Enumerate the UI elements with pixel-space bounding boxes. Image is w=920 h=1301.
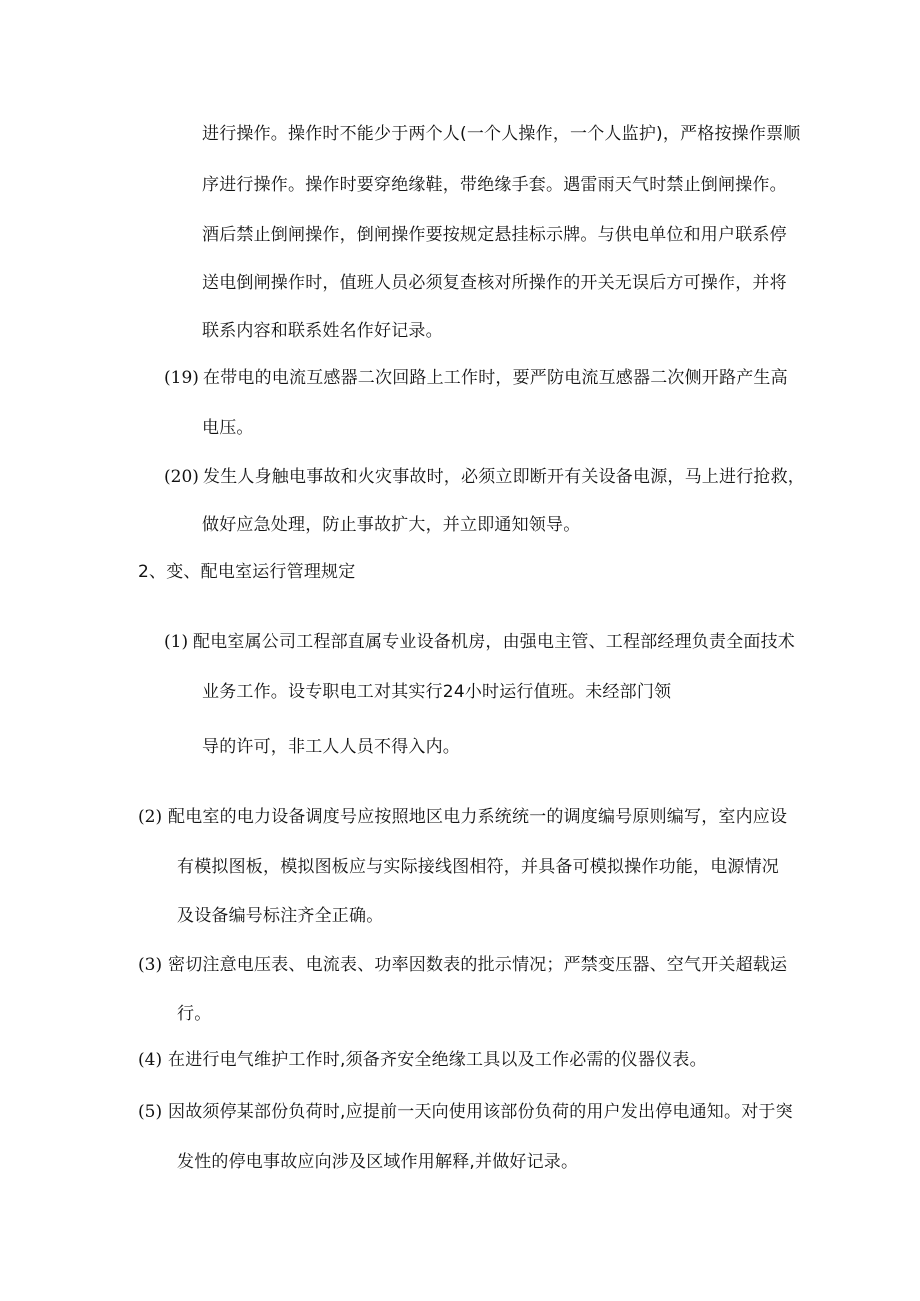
paragraph-line: 发性的停电事故应向涉及区域作用解释,并做好记录。 (177, 1152, 579, 1172)
paragraph-line: 配电室属公司工程部直属专业设备机房，由强电主管、工程部经理负责全面技术 (193, 632, 795, 652)
item-number: (1) (164, 632, 189, 652)
paragraph-line: 业务工作。设专职电工对其实行24小时运行值班。未经部门领 (202, 682, 672, 702)
paragraph-line: 及设备编号标注齐全正确。 (177, 906, 384, 926)
paragraph-line: 做好应急处理，防止事故扩大，并立即通知领导。 (202, 515, 581, 535)
paragraph-line: 发生人身触电事故和火灾事故时，必须立即断开有关设备电源，马上进行抢救， (203, 467, 805, 487)
paragraph-line: 进行操作。操作时不能少于两个人(一个人操作，一个人监护)，严格按操作票顺 (202, 124, 801, 144)
paragraph-line: 序进行操作。操作时要穿绝缘鞋，带绝缘手套。遇雷雨天气时禁止倒闸操作。 (202, 175, 787, 195)
paragraph-line: 在进行电气维护工作时,须备齐安全绝缘工具以及工作必需的仪器仪表。 (168, 1050, 707, 1070)
paragraph-line: 配电室的电力设备调度号应按照地区电力系统统一的调度编号原则编写，室内应设 (168, 807, 788, 827)
item-number: (3) (138, 955, 163, 975)
paragraph-line: 联系内容和联系姓名作好记录。 (202, 321, 443, 341)
paragraph-line: 送电倒闸操作时，值班人员必须复查核对所操作的开关无误后方可操作，并将 (202, 273, 787, 293)
paragraph-line: 酒后禁止倒闸操作，倒闸操作要按规定悬挂标示牌。与供电单位和用户联系停 (202, 225, 787, 245)
paragraph-line: 在带电的电流互感器二次回路上工作时，要严防电流互感器二次侧开路产生高 (203, 368, 788, 388)
item-number: (4) (138, 1050, 163, 1070)
paragraph-line: 密切注意电压表、电流表、功率因数表的批示情况；严禁变压器、空气开关超载运 (168, 955, 788, 975)
item-number: (20) (164, 467, 199, 487)
section-heading: 2、变、配电室运行管理规定 (138, 562, 356, 582)
paragraph-line: 行。 (177, 1004, 212, 1024)
paragraph-line: 有模拟图板，模拟图板应与实际接线图相符，并具备可模拟操作功能，电源情况 (177, 857, 779, 877)
paragraph-line: 因故须停某部份负荷时,应提前一天向使用该部份负荷的用户发出停电通知。对于突 (168, 1102, 793, 1122)
item-number: (19) (164, 368, 199, 388)
paragraph-line: 导的许可，非工人人员不得入内。 (202, 737, 460, 757)
paragraph-line: 电压。 (202, 418, 254, 438)
item-number: (5) (138, 1102, 163, 1122)
item-number: (2) (138, 807, 163, 827)
